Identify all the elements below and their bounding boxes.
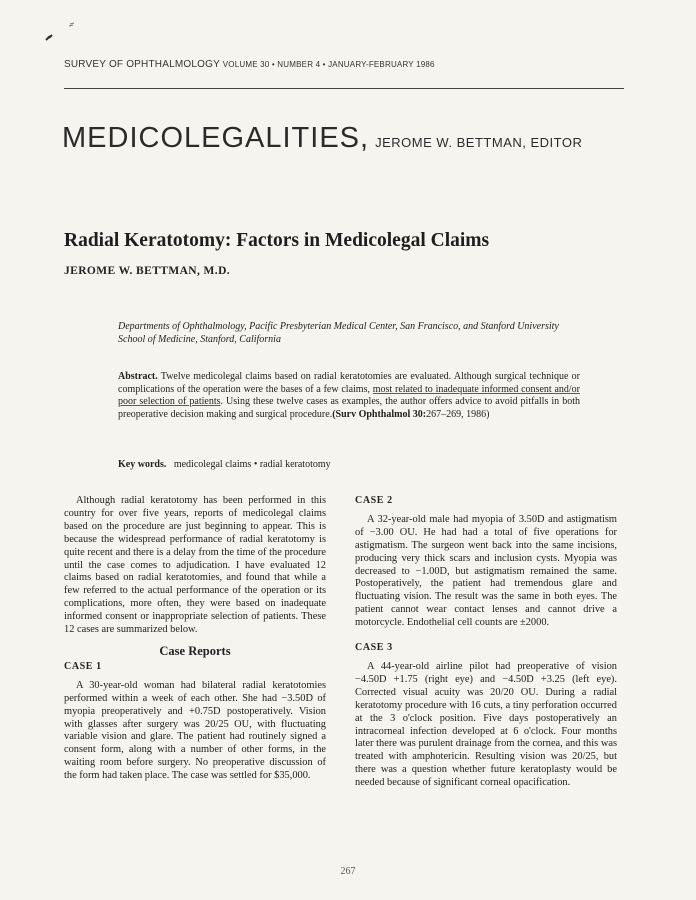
left-column — [64, 495, 326, 783]
keywords — [118, 459, 331, 470]
keywords-label: Key words. — [118, 459, 167, 470]
header-rule — [64, 88, 624, 89]
keywords-text: medicolegal claims • radial keratotomy — [173, 459, 331, 470]
case-3-heading: CASE 3 — [355, 642, 393, 654]
running-header — [64, 59, 624, 70]
case-reports-heading: Case Reports — [159, 643, 231, 658]
abstract-label: Abstract. — [118, 371, 158, 382]
abstract-citation: (Surv Ophthalmol 30: — [332, 408, 427, 420]
section-heading — [62, 122, 582, 155]
section-editor: JEROME W. BETTMAN, EDITOR — [375, 135, 583, 150]
intro-paragraph: Although radial keratotomy has been performed in this country for over five years, reports of medicolegal claims based on the procedure are just beginning to appear. This is because the widespread performance of radial keratotomy is quite recent and there is a delay from the time of the procedure until the case comes to adjudication. I have evaluated 12 claims based on radial keratotomies, and found that while a few referred to the actual performance of the operation or its complications, more often, they were based on inadequate informed consent or inappropriate selection of patients. These 12 cases are summarized below. — [64, 495, 326, 636]
abstract-pages: 267–269, 1986) — [426, 408, 490, 420]
abstract-text-1: Twelve medicolegal claims based on radial keratotomies are evaluated. Although surgical technique or complications of the operation were the bases of a few claims, — [118, 371, 580, 395]
abstract — [118, 371, 580, 421]
ink-mark-icon — [40, 20, 80, 46]
case-1-text: A 30-year-old woman had bilateral radial keratotomies performed within a week of each other. She had −3.50D of myopia preoperatively and +0.75D postoperatively. Vision with glasses after surgery was 20/25 OU, with fluctuating variable vision and glare. The patient had routinely signed a consent form, along with a number of other forms, in the waiting room before surgery. No preoperative discussion of the form had taken place. The case was settled for $35,000. — [64, 679, 326, 782]
issue-info: VOLUME 30 • NUMBER 4 • JANUARY-FEBRUARY 1986 — [222, 60, 435, 69]
abstract-text-2: . Using these twelve cases as examples, the author offers advice to avoid pitfalls in both preoperative decision making and surgical procedure. — [118, 396, 581, 420]
case-2-heading: CASE 2 — [355, 495, 393, 506]
author-affiliation: Departments of Ophthalmology, Pacific Presbyterian Medical Center, San Francisco, and Stanford University School of Medicine, Stanford, California — [118, 321, 559, 345]
journal-name: SURVEY OF OPHTHALMOLOGY — [64, 59, 220, 70]
page-number: 267 — [340, 866, 356, 877]
article-title: Radial Keratotomy: Factors in Medicolegal Claims — [64, 230, 490, 251]
right-column — [355, 495, 617, 790]
section-title: MEDICOLEGALITIES, — [62, 122, 370, 154]
case-2-text: A 32-year-old male had myopia of 3.50D and astigmatism of −3.00 OU. He had had a total of five operations for astigmatism. The surgeon went back into the same incisions, producing very thick scars and inclusion cysts. Myopia was decreased to −1.00D, but astigmatism remained the same. Postoperatively, the patient had tremendous glare and fluctuating vision. The result was the same in both eyes. The patient cannot wear contact lenses and cannot drive a motorcycle. Endothelial cell counts are ±2000. — [355, 513, 617, 629]
case-1-heading: CASE 1 — [64, 660, 102, 672]
abstract-underlined-text: most related to inadequate informed consent and/or poor selection of patients — [118, 383, 580, 408]
case-3-text: A 44-year-old airline pilot had preoperative of vision −4.50D +1.75 (right eye) and −4.50D +3.25 (left eye). Corrected visual acuity was 20/20 OU. During a radial keratotomy procedure with 16 cuts, a tiny perforation occurred at the 3 o'clock position. Five days postoperatively an intracorneal infection developed at 6 o'clock. Four months later there was purulent drainage from the cornea, and this was treated with amphotericin. Resulting vision was 20/25, but there was a question whether future keratoplasty would be needed because of significant corneal opacification. — [355, 660, 617, 789]
article-author: JEROME W. BETTMAN, M.D. — [64, 265, 231, 277]
